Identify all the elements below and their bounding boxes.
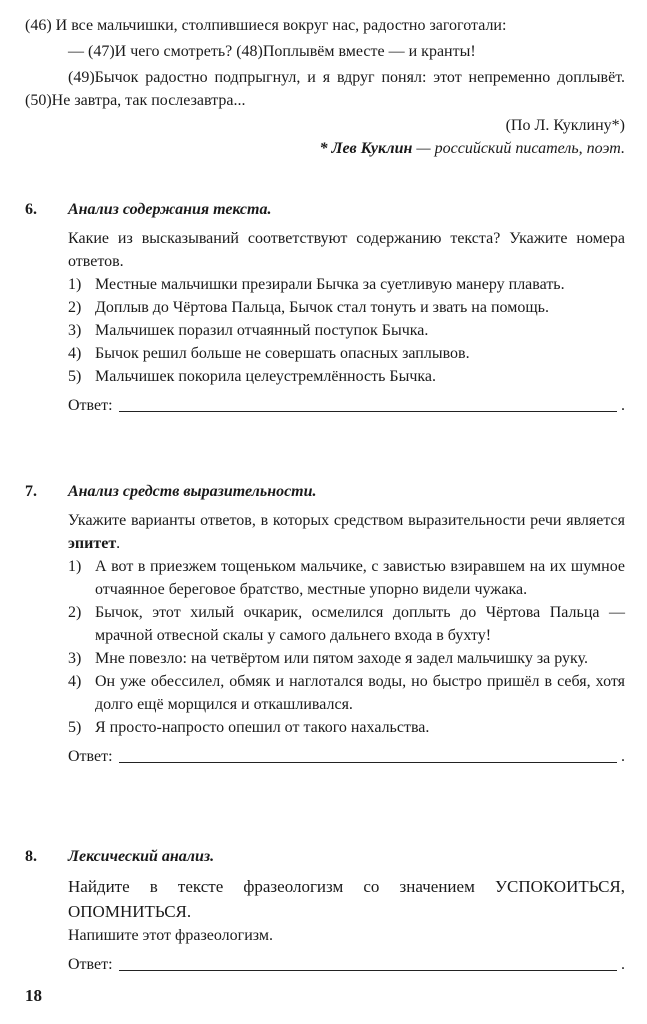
option [68,273,625,296]
option [68,716,625,739]
footnote-author: * Лев Куклин [319,140,413,157]
option-number: 4) [68,345,82,362]
answer-field[interactable] [68,953,625,976]
task-number: 8. [25,848,37,865]
story-ending [0,14,647,160]
task-question: Какие из высказываний соответствуют содержанию текста? Укажите номера ответов. [68,230,625,270]
task-title: Лексический анализ. [68,848,215,865]
answer-field[interactable] [68,745,625,768]
question-end: . [116,535,121,552]
option [68,319,625,342]
question-text: Укажите варианты ответов, в которых средством выразительности речи является [68,512,625,529]
task-question: Найдите в тексте фразеологизм со значением УСПОКОИТЬСЯ, ОПОМНИТЬСЯ. [68,877,625,921]
answer-label: Ответ: [68,956,113,973]
option [68,647,625,670]
source-attribution: (По Л. Куклину*) [505,117,625,134]
story-paragraph: — (47)И чего смотреть? (48)Поплывём вместе — и кранты! [68,43,476,60]
option [68,601,625,647]
answer-end: . [621,748,625,765]
task-7 [0,480,647,768]
option-number: 5) [68,719,82,736]
option-text: Местные мальчишки презирали Бычка за суетливую манеру плавать. [95,276,565,293]
task-title: Анализ средств выразительности. [68,483,317,500]
question-keyword: эпитет [68,535,117,552]
option-number: 1) [68,558,82,575]
option-text: Я просто-напросто опешил от такого нахальства. [95,719,430,736]
answer-line[interactable] [119,761,617,763]
answer-end: . [621,956,625,973]
option [68,670,625,716]
option-text: Бычок решил больше не совершать опасных заплывов. [95,345,470,362]
option-number: 1) [68,276,82,293]
task-number: 7. [25,483,37,500]
option-number: 5) [68,368,82,385]
answer-label: Ответ: [68,748,113,765]
story-paragraph: (46) И все мальчишки, столпившиеся вокруг нас, радостно загоготали: [25,17,507,34]
option-text: Мальчишек покорила целеустремлённость Бычка. [95,368,436,385]
footnote-text: — российский писатель, поэт. [412,140,625,157]
footnote [0,137,625,160]
option-text: Бычок, этот хилый очкарик, осмелился доплыть до Чёртова Пальца — мрачной отвесной скалы у самого дальнего входа в бухту! [95,604,625,644]
option-text: Доплыв до Чёртова Пальца, Бычок стал тонуть и звать на помощь. [95,299,549,316]
option [68,555,625,601]
task-number: 6. [25,201,37,218]
task-6 [0,198,647,417]
option-text: Мне повезло: на четвёртом или пятом заходе я задел мальчишку за руку. [95,650,588,667]
answer-line[interactable] [119,410,617,412]
story-paragraph: (49)Бычок радостно подпрыгнул, и я вдруг понял: этот непременно доплывёт. (50)Не завтра, так послезавтра... [25,69,625,109]
option-text: Он уже обессилел, обмяк и наглотался воды, но быстро пришёл в себя, хотя долго ещё морщился и откашливался. [95,673,625,713]
option-number: 3) [68,322,82,339]
task-8 [0,845,647,976]
answer-field[interactable] [68,394,625,417]
option-number: 2) [68,604,82,621]
option-number: 2) [68,299,82,316]
option-number: 4) [68,673,82,690]
task-instruction: Напишите этот фразеологизм. [68,927,273,944]
option [68,342,625,365]
task-question [68,509,625,555]
option [68,296,625,319]
option-number: 3) [68,650,82,667]
page-number: 18 [25,986,42,1005]
option [68,365,625,388]
option-text: Мальчишек поразил отчаянный поступок Бычка. [95,322,429,339]
answer-label: Ответ: [68,397,113,414]
answer-end: . [621,397,625,414]
answer-line[interactable] [119,969,617,971]
task-title: Анализ содержания текста. [68,201,272,218]
option-text: А вот в приезжем тощеньком мальчике, с завистью взиравшем на их шумное отчаянное береговое братство, местные упорно видели чужака. [95,558,625,598]
